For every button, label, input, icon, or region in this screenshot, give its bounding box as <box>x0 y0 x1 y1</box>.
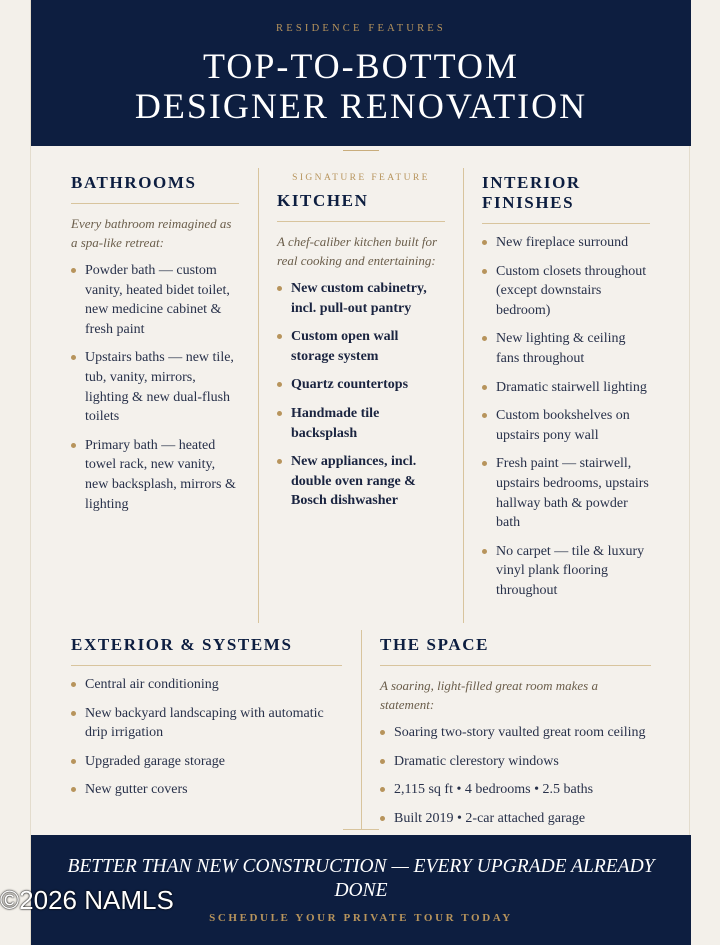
list-item: Custom bookshelves on upstairs pony wall <box>482 406 650 445</box>
footer-headline: BETTER THAN NEW CONSTRUCTION — EVERY UPGRADE ALREADY DONE <box>67 856 655 901</box>
copyright-watermark: ©2026 NAMLS <box>0 885 174 915</box>
hero-title: TOP-TO-BOTTOM DESIGNER RENOVATION <box>134 46 588 126</box>
list-item: Primary bath — heated towel rack, new vanity, new backsplash, mirrors & lighting <box>71 436 239 514</box>
space-intro: A soaring, light-filled great room makes a statement: <box>380 678 598 712</box>
exterior-section <box>71 635 342 800</box>
schedule-tour-cta[interactable]: SCHEDULE YOUR PRIVATE TOUR TODAY <box>209 912 513 924</box>
hero-divider <box>343 150 379 151</box>
flyer-sheet <box>30 0 690 945</box>
list-item: No carpet — tile & luxury vinyl plank flooring throughout <box>482 542 650 601</box>
list-item: Dramatic stairwell lighting <box>482 378 650 398</box>
kitchen-heading: KITCHEN <box>277 191 445 222</box>
list-item: Upgraded garage storage <box>71 752 342 772</box>
column-divider <box>463 168 464 623</box>
kitchen-list <box>277 279 445 511</box>
exterior-list <box>71 675 342 800</box>
interior-heading: INTERIOR FINISHES <box>482 173 650 224</box>
kitchen-section <box>277 173 445 511</box>
space-heading: THE SPACE <box>380 635 651 666</box>
bathrooms-intro: Every bathroom reimagined as a spa-like retreat: <box>71 216 232 250</box>
column-divider <box>361 630 362 830</box>
list-item: Dramatic clerestory windows <box>380 752 651 772</box>
list-item: Built 2019 • 2-car attached garage <box>380 809 651 829</box>
list-item: New gutter covers <box>71 780 342 800</box>
hero-eyebrow: RESIDENCE FEATURES <box>276 23 446 34</box>
space-section <box>380 635 651 828</box>
list-item: New backyard landscaping with automatic drip irrigation <box>71 704 342 743</box>
list-item: New lighting & ceiling fans throughout <box>482 329 650 368</box>
column-divider <box>258 168 259 623</box>
bathrooms-section <box>71 173 239 514</box>
list-item: Central air conditioning <box>71 675 342 695</box>
list-item: New fireplace surround <box>482 233 650 253</box>
list-item: Custom open wall storage system <box>277 327 445 366</box>
bathrooms-heading: BATHROOMS <box>71 173 239 204</box>
exterior-heading: EXTERIOR & SYSTEMS <box>71 635 342 666</box>
hero-banner <box>31 0 691 146</box>
kitchen-intro: A chef-caliber kitchen built for real cooking and entertaining: <box>277 234 438 268</box>
list-item: 2,115 sq ft • 4 bedrooms • 2.5 baths <box>380 780 651 800</box>
list-item: Quartz countertops <box>277 375 445 395</box>
list-item: Upstairs baths — new tile, tub, vanity, mirrors, lighting & new dual-flush toilets <box>71 348 239 426</box>
list-item: New custom cabinetry, incl. pull-out pantry <box>277 279 445 318</box>
interior-section <box>482 173 650 601</box>
list-item: New appliances, incl. double oven range & Bosch dishwasher <box>277 452 445 511</box>
list-item: Custom closets throughout (except downstairs bedroom) <box>482 262 650 321</box>
interior-list <box>482 233 650 601</box>
space-list <box>380 723 651 828</box>
signature-feature-label: SIGNATURE FEATURE <box>292 173 430 183</box>
list-item: Fresh paint — stairwell, upstairs bedrooms, upstairs hallway bath & powder bath <box>482 454 650 532</box>
list-item: Handmade tile backsplash <box>277 404 445 443</box>
bathrooms-list <box>71 261 239 514</box>
list-item: Soaring two-story vaulted great room ceiling <box>380 723 651 743</box>
bottom-divider <box>343 829 379 830</box>
list-item: Powder bath — custom vanity, heated bidet toilet, new medicine cabinet & fresh paint <box>71 261 239 339</box>
